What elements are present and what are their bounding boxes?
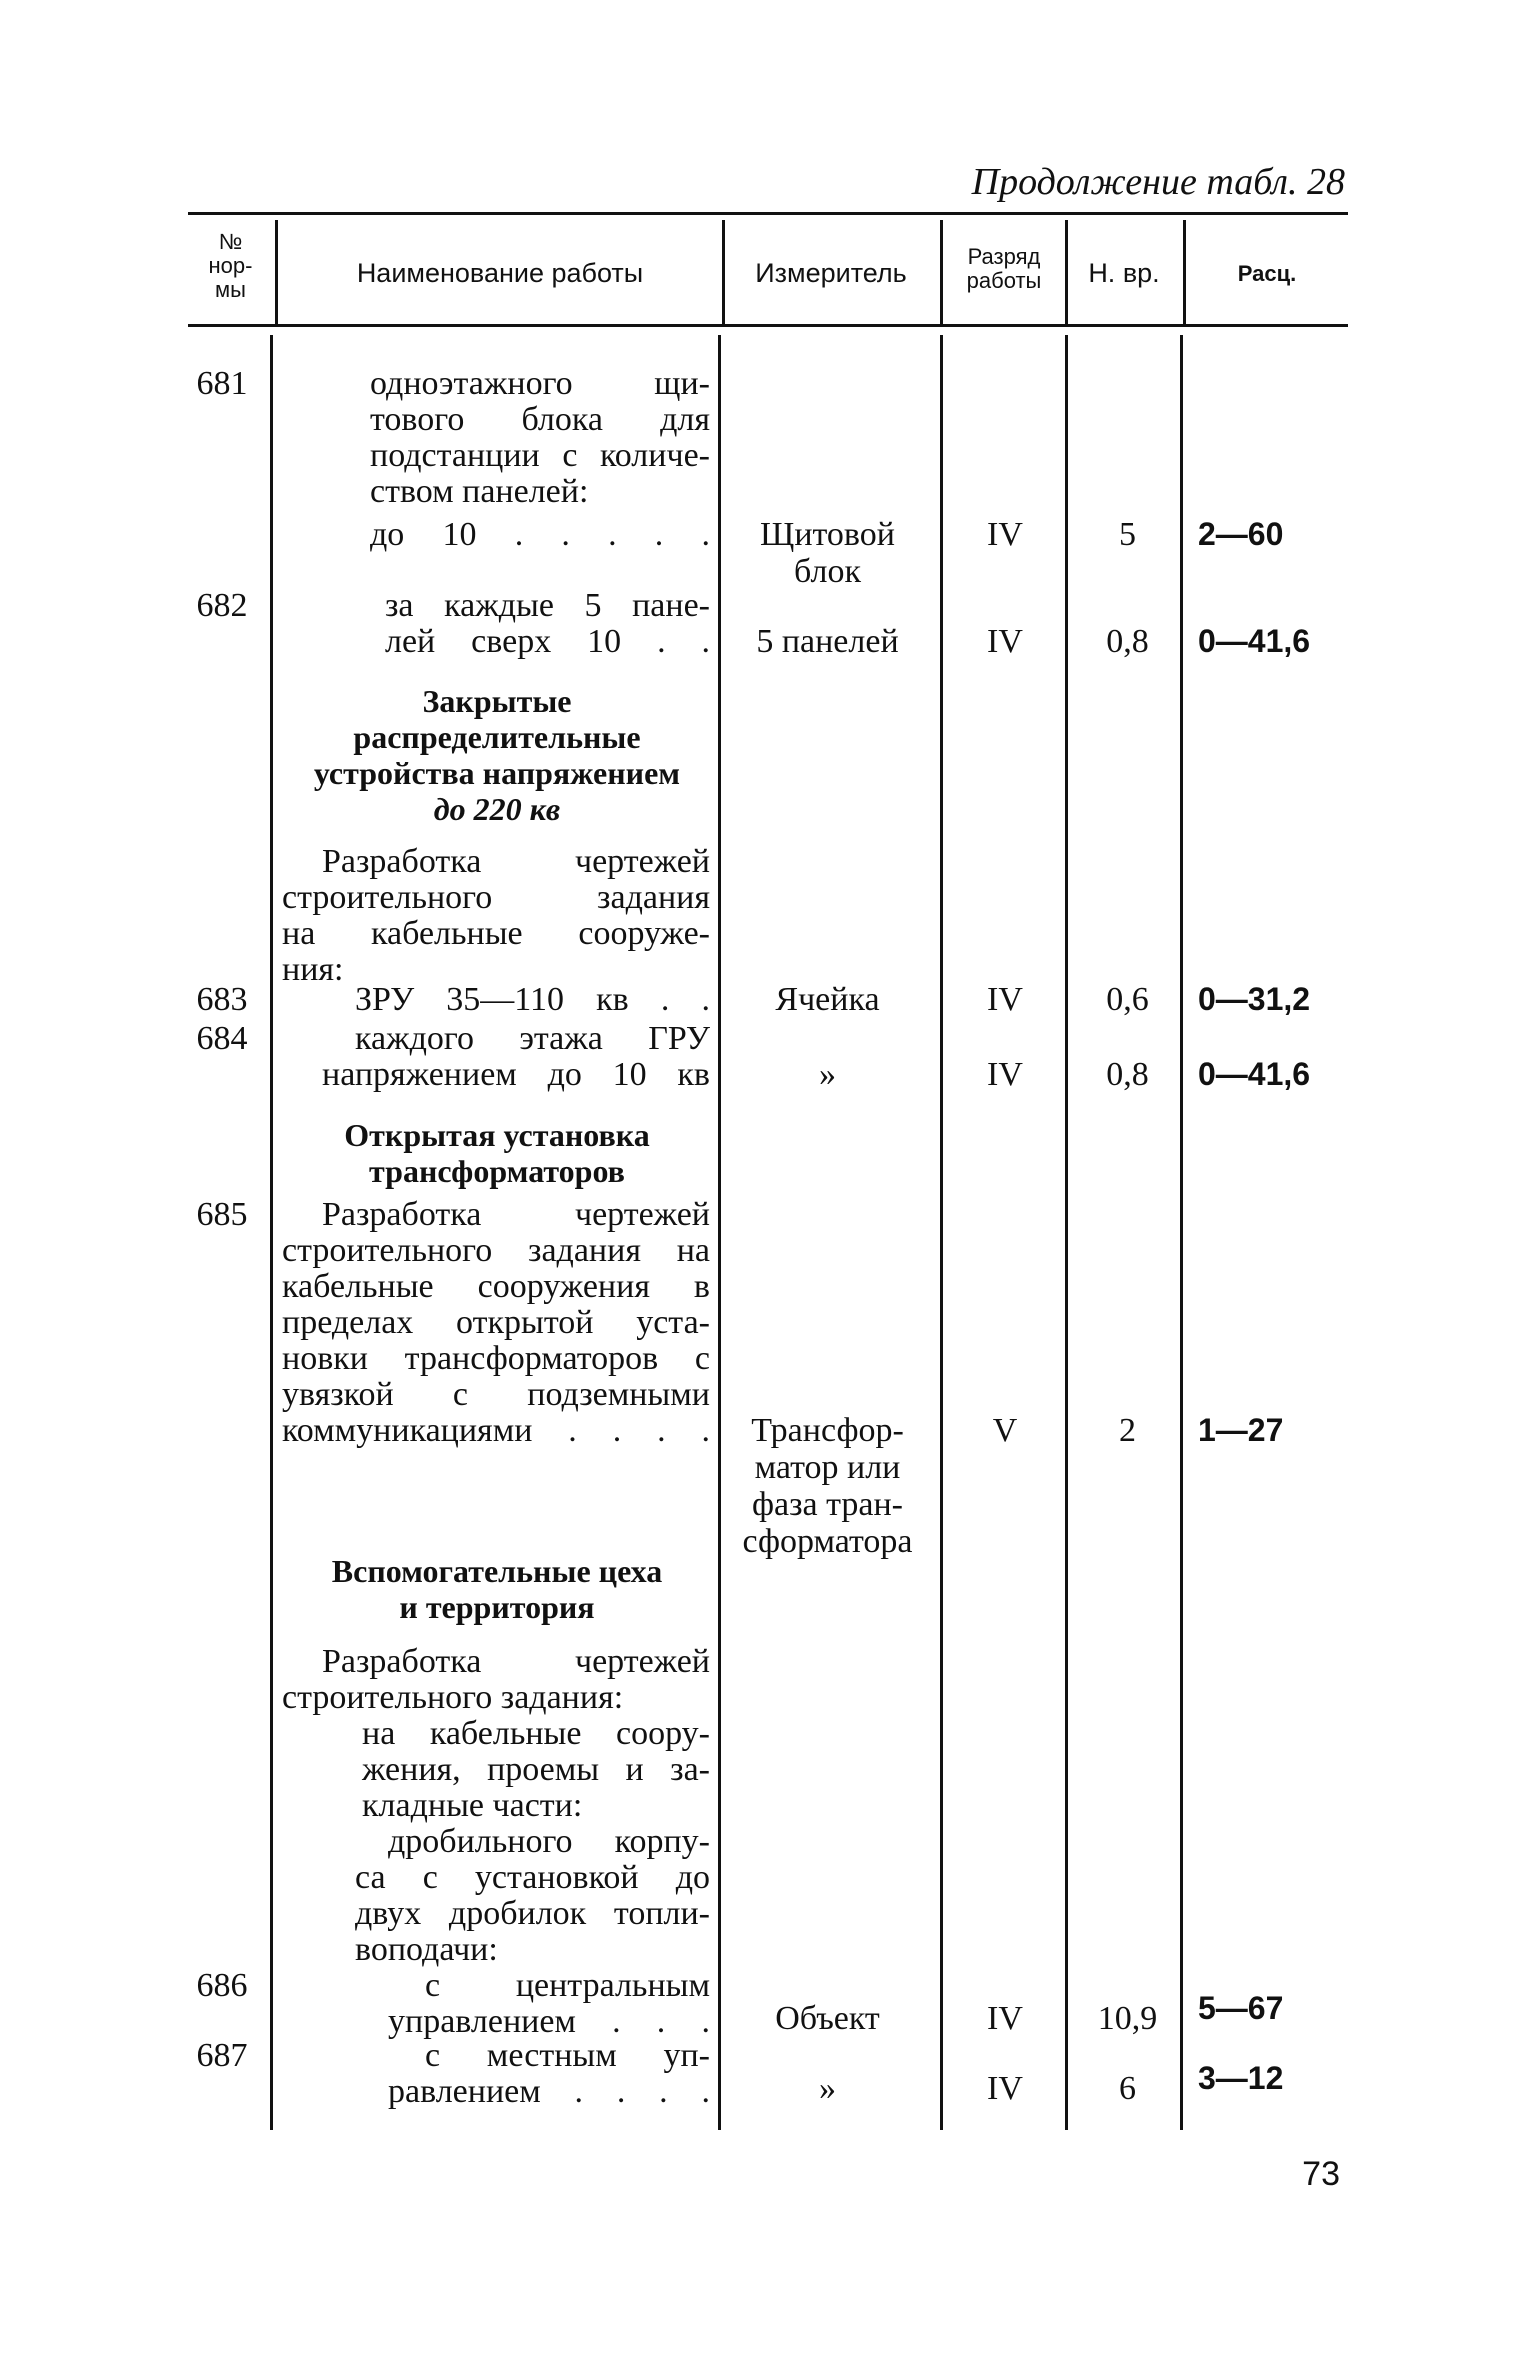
- work-description: тового блока для: [370, 401, 710, 438]
- column-divider: [940, 335, 943, 2130]
- work-description: подстанции с количе-: [370, 437, 710, 474]
- section-intro: строительного задания: [282, 879, 710, 916]
- work-grade: IV: [987, 516, 1023, 553]
- section-intro: воподачи:: [355, 1931, 498, 1968]
- measure-unit: Ячейка: [775, 981, 880, 1018]
- time-norm: 10,9: [1097, 2000, 1158, 2037]
- work-description: за каждые 5 пане-: [385, 587, 710, 624]
- section-heading: Открытая установка трансформаторов: [344, 1117, 650, 1189]
- rate-value: 0—41,6: [1198, 1056, 1311, 1092]
- header-work-name: Наименование работы: [356, 258, 644, 288]
- section-heading: Закрытые распределительные устройства напряжением до 220 кв: [313, 683, 681, 827]
- work-grade: IV: [987, 2070, 1023, 2107]
- column-divider: [718, 335, 721, 2130]
- norm-number: 684: [196, 1020, 248, 1057]
- section-intro: ния:: [282, 951, 344, 988]
- work-description: одноэтажного щи-: [370, 365, 710, 402]
- work-description: новки трансформаторов с: [282, 1340, 710, 1377]
- work-grade: IV: [987, 2000, 1023, 2037]
- work-description: напряжением до 10 кв: [322, 1056, 710, 1093]
- work-description: управлением . . .: [388, 2003, 710, 2040]
- column-divider: [270, 335, 273, 2130]
- norm-number: 687: [196, 2037, 248, 2074]
- work-grade: IV: [987, 623, 1023, 660]
- norm-number: 683: [196, 981, 248, 1018]
- column-divider: [1065, 335, 1068, 2130]
- norm-number: 682: [196, 587, 248, 624]
- header-measure: Измеритель: [755, 258, 907, 288]
- table-top-rule: [188, 212, 1348, 215]
- section-intro: Разработка чертежей: [322, 843, 710, 880]
- work-description: с центральным: [425, 1967, 710, 2004]
- header-norm-number: № нор- мы: [208, 229, 253, 302]
- work-grade: IV: [987, 981, 1023, 1018]
- work-description: Разработка чертежей: [322, 1196, 710, 1233]
- rate-value: 1—27: [1198, 1412, 1284, 1448]
- section-intro: строительного задания:: [282, 1679, 624, 1716]
- time-norm: 0,6: [1106, 981, 1149, 1018]
- header-time-norm: Н. вр.: [1088, 258, 1160, 288]
- work-description: увязкой с подземными: [282, 1376, 710, 1413]
- measure-unit: Трансфор- матор или фаза тран- сформатора: [742, 1412, 913, 1560]
- norm-number: 685: [196, 1196, 248, 1233]
- work-description: лей сверх 10 . .: [385, 623, 710, 660]
- measure-unit: Щитовой блок: [760, 516, 895, 590]
- section-intro: дробильного корпу-: [388, 1823, 710, 1860]
- rate-value: 0—41,6: [1198, 623, 1311, 659]
- rate-value: 5—67: [1198, 1990, 1284, 2026]
- rate-value: 0—31,2: [1198, 981, 1311, 1017]
- work-grade: V: [992, 1412, 1018, 1449]
- work-description: равлением . . . .: [388, 2073, 710, 2110]
- section-intro: на кабельные сооруже-: [282, 915, 710, 952]
- work-description: ством панелей:: [370, 473, 589, 510]
- header-rate: Расц.: [1237, 261, 1297, 286]
- norm-number: 686: [196, 1967, 248, 2004]
- work-grade: IV: [987, 1056, 1023, 1093]
- work-description: пределах открытой уста-: [282, 1304, 710, 1341]
- measure-unit: Объект: [775, 2000, 880, 2037]
- header-bottom-rule: [188, 324, 1348, 327]
- measure-unit: 5 панелей: [756, 623, 899, 660]
- header-grade: Разряд работы: [966, 244, 1042, 293]
- column-divider: [1180, 335, 1183, 2130]
- section-intro: на кабельные соору-: [362, 1715, 710, 1752]
- work-description: коммуникациями . . . .: [282, 1412, 710, 1449]
- section-intro: Разработка чертежей: [322, 1643, 710, 1680]
- section-heading: Вспомогательные цеха и территория: [331, 1553, 663, 1625]
- time-norm: 0,8: [1106, 1056, 1149, 1093]
- table-continuation-caption: Продолжение табл. 28: [971, 161, 1345, 203]
- time-norm: 6: [1119, 2070, 1136, 2107]
- norm-number: 681: [196, 365, 248, 402]
- rate-value: 3—12: [1198, 2060, 1284, 2096]
- section-intro: жения, проемы и за-: [362, 1751, 710, 1788]
- time-norm: 0,8: [1106, 623, 1149, 660]
- work-description: каждого этажа ГРУ: [355, 1020, 710, 1057]
- work-description: ЗРУ 35—110 кв . .: [355, 981, 710, 1018]
- work-description: кабельные сооружения в: [282, 1268, 710, 1305]
- page-number: 73: [1302, 2155, 1340, 2193]
- work-description: с местным уп-: [425, 2037, 710, 2074]
- header-divider: [940, 220, 943, 324]
- work-description: строительного задания на: [282, 1232, 710, 1269]
- time-norm: 5: [1119, 516, 1136, 553]
- time-norm: 2: [1119, 1412, 1136, 1449]
- section-intro: са с установкой до: [355, 1859, 710, 1896]
- rate-value: 2—60: [1198, 516, 1284, 552]
- section-intro: кладные части:: [362, 1787, 583, 1824]
- work-description: до 10 . . . . .: [370, 516, 710, 553]
- ditto-mark: »: [819, 1056, 836, 1093]
- header-divider: [275, 220, 278, 324]
- section-intro: двух дробилок топли-: [355, 1895, 710, 1932]
- ditto-mark: »: [819, 2070, 836, 2107]
